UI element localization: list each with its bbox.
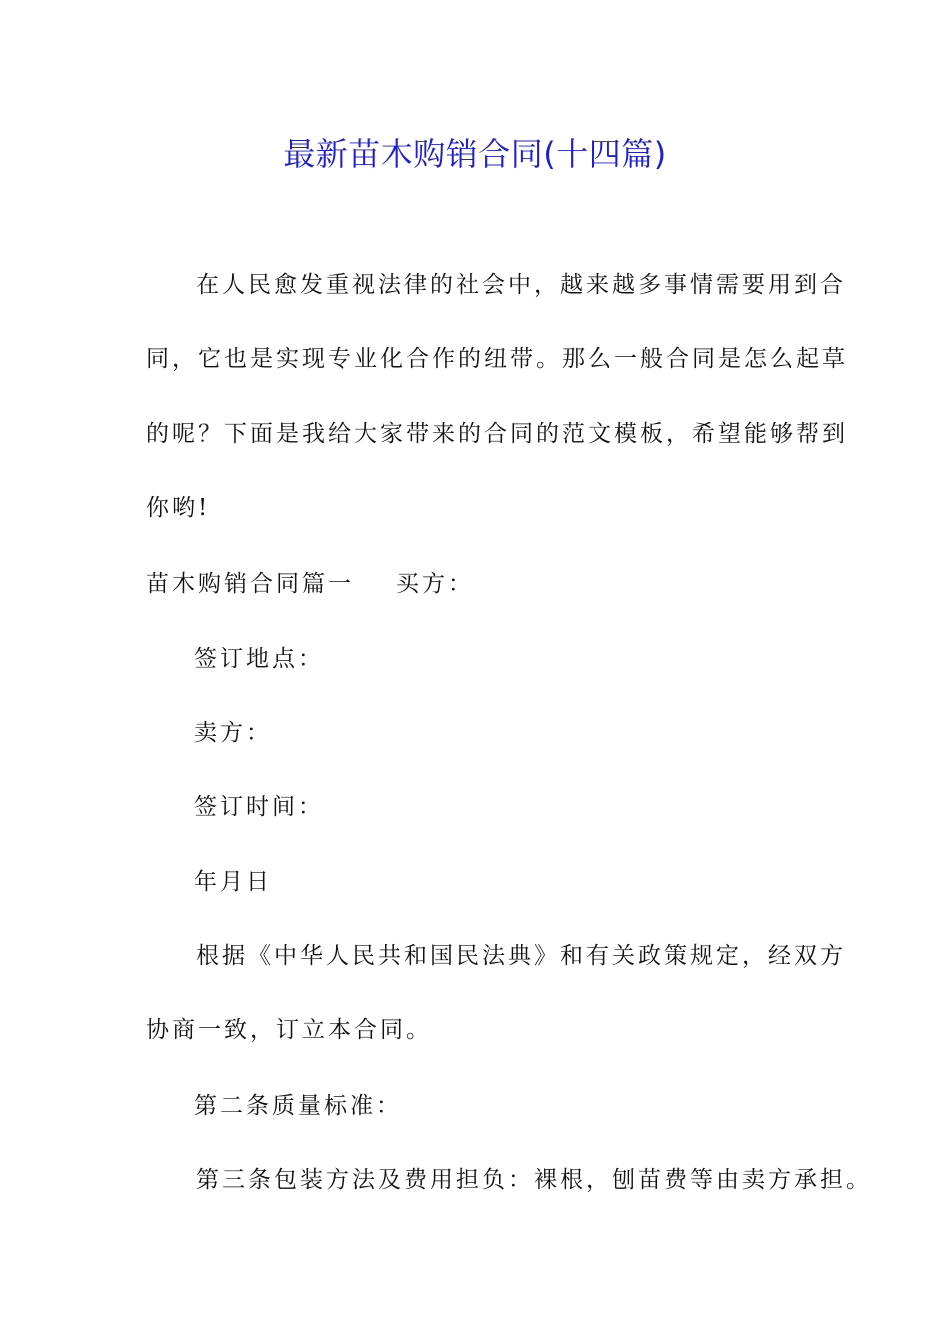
basis-line-1: 根据《中华人民共和国民法典》和有关政策规定，经双方: [196, 943, 846, 969]
buyer-label: 买方：: [396, 571, 474, 597]
document-title: 最新苗木购销合同(十四篇): [283, 135, 667, 173]
section-heading: 苗木购销合同篇一: [146, 571, 354, 597]
section-heading-row: [146, 567, 474, 601]
article-2: 第二条质量标准：: [194, 1093, 402, 1119]
basis-line-2: 协商一致，订立本合同。: [146, 1017, 432, 1043]
intro-line-1: 在人民愈发重视法律的社会中，越来越多事情需要用到合: [196, 272, 846, 298]
signing-time: 签订时间：: [194, 794, 324, 820]
intro-line-4: 你哟!: [146, 495, 211, 521]
date-line: 年月日: [194, 869, 272, 895]
intro-line-3: 的呢？下面是我给大家带来的合同的范文模板，希望能够帮到: [146, 421, 848, 447]
intro-line-2: 同，它也是实现专业化合作的纽带。那么一般合同是怎么起草: [146, 346, 848, 372]
seller-label: 卖方：: [194, 720, 272, 746]
signing-place: 签订地点：: [194, 646, 324, 672]
article-3: 第三条包装方法及费用担负：裸根，刨苗费等由卖方承担。: [196, 1167, 872, 1193]
